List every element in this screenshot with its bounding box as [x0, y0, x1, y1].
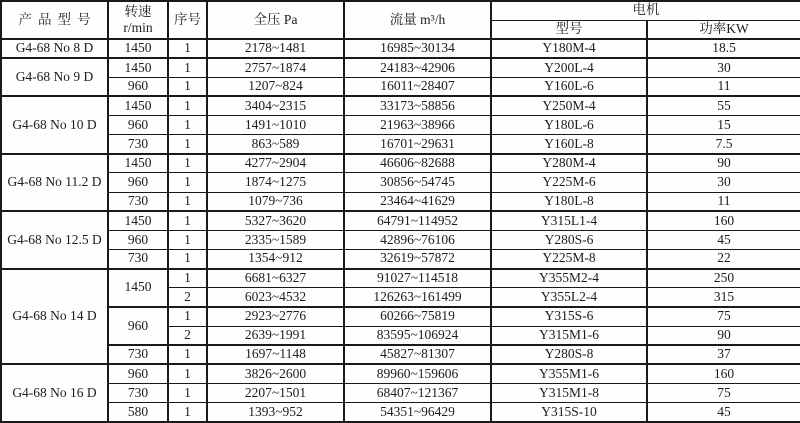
power-cell: 250: [647, 269, 800, 288]
power-cell: 90: [647, 326, 800, 345]
serial-cell: 2: [168, 288, 207, 307]
serial-cell: 1: [168, 96, 207, 115]
flow-cell: 24183~42906: [344, 58, 491, 77]
pressure-cell: 4277~2904: [207, 154, 344, 173]
header-speed-unit: r/min: [123, 20, 153, 35]
serial-cell: 1: [168, 135, 207, 154]
power-cell: 15: [647, 116, 800, 135]
header-flow: 流量 m³/h: [344, 1, 491, 39]
pressure-cell: 1874~1275: [207, 173, 344, 192]
pressure-cell: 2207~1501: [207, 384, 344, 403]
power-cell: 45: [647, 230, 800, 249]
power-cell: 75: [647, 384, 800, 403]
motor-model-cell: Y280S-8: [491, 345, 647, 364]
power-cell: 30: [647, 173, 800, 192]
power-cell: 45: [647, 403, 800, 422]
flow-cell: 23464~41629: [344, 192, 491, 211]
power-cell: 22: [647, 250, 800, 269]
serial-cell: 1: [168, 173, 207, 192]
table-row: [1, 211, 800, 230]
speed-cell: 730: [108, 192, 168, 211]
header-speed-label: 转速: [124, 4, 152, 20]
flow-cell: 60266~75819: [344, 307, 491, 326]
flow-cell: 45827~81307: [344, 345, 491, 364]
header-motor-power: 功率KW: [647, 20, 800, 39]
motor-model-cell: Y250M-4: [491, 96, 647, 115]
motor-model-cell: Y225M-6: [491, 173, 647, 192]
motor-model-cell: Y280S-6: [491, 230, 647, 249]
flow-cell: 33173~58856: [344, 96, 491, 115]
motor-model-cell: Y160L-8: [491, 135, 647, 154]
motor-model-cell: Y315M1-8: [491, 384, 647, 403]
serial-cell: 1: [168, 384, 207, 403]
flow-cell: 46606~82688: [344, 154, 491, 173]
product-model-cell: G4-68 No 9 D: [1, 58, 108, 96]
speed-cell: 730: [108, 250, 168, 269]
speed-cell: 960: [108, 77, 168, 96]
table-row: [1, 96, 800, 115]
motor-model-cell: Y160L-6: [491, 77, 647, 96]
serial-cell: 1: [168, 345, 207, 364]
serial-cell: 1: [168, 154, 207, 173]
pressure-cell: 1079~736: [207, 192, 344, 211]
power-cell: 11: [647, 192, 800, 211]
flow-cell: 64791~114952: [344, 211, 491, 230]
speed-cell: 730: [108, 384, 168, 403]
speed-cell: 1450: [108, 39, 168, 58]
motor-model-cell: Y225M-8: [491, 250, 647, 269]
flow-cell: 68407~121367: [344, 384, 491, 403]
speed-cell: 1450: [108, 269, 168, 307]
speed-cell: 1450: [108, 96, 168, 115]
product-model-cell: G4-68 No 8 D: [1, 39, 108, 58]
table-row: [1, 173, 800, 192]
serial-cell: 1: [168, 77, 207, 96]
speed-cell: 960: [108, 364, 168, 383]
speed-cell: 580: [108, 403, 168, 422]
product-model-cell: G4-68 No 16 D: [1, 364, 108, 422]
power-cell: 160: [647, 364, 800, 383]
motor-model-cell: Y315M1-6: [491, 326, 647, 345]
flow-cell: 54351~96429: [344, 403, 491, 422]
header-product-model: 产品型号: [1, 1, 108, 39]
pressure-cell: 2639~1991: [207, 326, 344, 345]
pressure-cell: 1697~1148: [207, 345, 344, 364]
table-row: [1, 58, 800, 77]
serial-cell: 1: [168, 403, 207, 422]
serial-cell: 1: [168, 230, 207, 249]
pressure-cell: 6681~6327: [207, 269, 344, 288]
flow-cell: 21963~38966: [344, 116, 491, 135]
serial-cell: 1: [168, 39, 207, 58]
table-row: [1, 135, 800, 154]
serial-cell: 1: [168, 58, 207, 77]
table-row: [1, 192, 800, 211]
serial-cell: 1: [168, 269, 207, 288]
serial-cell: 2: [168, 326, 207, 345]
product-model-cell: G4-68 No 12.5 D: [1, 211, 108, 268]
speed-cell: 960: [108, 116, 168, 135]
speed-cell: 730: [108, 345, 168, 364]
speed-cell: 960: [108, 230, 168, 249]
motor-model-cell: Y180L-8: [491, 192, 647, 211]
motor-model-cell: Y315S-10: [491, 403, 647, 422]
pressure-cell: 2757~1874: [207, 58, 344, 77]
table-row: [1, 77, 800, 96]
product-model-cell: G4-68 No 11.2 D: [1, 154, 108, 211]
flow-cell: 16011~28407: [344, 77, 491, 96]
power-cell: 160: [647, 211, 800, 230]
flow-cell: 83595~106924: [344, 326, 491, 345]
flow-cell: 126263~161499: [344, 288, 491, 307]
pressure-cell: 1207~824: [207, 77, 344, 96]
pressure-cell: 2335~1589: [207, 230, 344, 249]
speed-cell: 1450: [108, 211, 168, 230]
flow-cell: 91027~114518: [344, 269, 491, 288]
motor-model-cell: Y180M-4: [491, 39, 647, 58]
header-motor-model: 型号: [491, 20, 647, 39]
serial-cell: 1: [168, 192, 207, 211]
flow-cell: 89960~159606: [344, 364, 491, 383]
serial-cell: 1: [168, 250, 207, 269]
pressure-cell: 1354~912: [207, 250, 344, 269]
product-model-cell: G4-68 No 10 D: [1, 96, 108, 153]
power-cell: 30: [647, 58, 800, 77]
speed-cell: 1450: [108, 154, 168, 173]
table-row: [1, 230, 800, 249]
pressure-cell: 2178~1481: [207, 39, 344, 58]
motor-model-cell: Y280M-4: [491, 154, 647, 173]
flow-cell: 16985~30134: [344, 39, 491, 58]
table-row: [1, 345, 800, 364]
serial-cell: 1: [168, 307, 207, 326]
pressure-cell: 2923~2776: [207, 307, 344, 326]
product-model-cell: G4-68 No 14 D: [1, 269, 108, 365]
serial-cell: 1: [168, 364, 207, 383]
header-serial: 序号: [168, 1, 207, 39]
motor-model-cell: Y200L-4: [491, 58, 647, 77]
pressure-cell: 1393~952: [207, 403, 344, 422]
motor-model-cell: Y355M2-4: [491, 269, 647, 288]
table-row: [1, 307, 800, 326]
power-cell: 18.5: [647, 39, 800, 58]
speed-cell: 960: [108, 173, 168, 192]
table-row: [1, 39, 800, 58]
pressure-cell: 6023~4532: [207, 288, 344, 307]
table-row: [1, 116, 800, 135]
power-cell: 7.5: [647, 135, 800, 154]
table-row: [1, 250, 800, 269]
table-row: [1, 364, 800, 383]
speed-cell: 960: [108, 307, 168, 345]
motor-model-cell: Y355L2-4: [491, 288, 647, 307]
motor-model-cell: Y315S-6: [491, 307, 647, 326]
power-cell: 55: [647, 96, 800, 115]
flow-cell: 30856~54745: [344, 173, 491, 192]
pressure-cell: 3826~2600: [207, 364, 344, 383]
flow-cell: 42896~76106: [344, 230, 491, 249]
power-cell: 315: [647, 288, 800, 307]
pressure-cell: 3404~2315: [207, 96, 344, 115]
table-row: [1, 384, 800, 403]
header-speed: [108, 1, 168, 39]
pressure-cell: 1491~1010: [207, 116, 344, 135]
pressure-cell: 5327~3620: [207, 211, 344, 230]
motor-model-cell: Y355M1-6: [491, 364, 647, 383]
power-cell: 75: [647, 307, 800, 326]
serial-cell: 1: [168, 116, 207, 135]
power-cell: 37: [647, 345, 800, 364]
table-row: [1, 154, 800, 173]
pressure-cell: 863~589: [207, 135, 344, 154]
power-cell: 11: [647, 77, 800, 96]
motor-model-cell: Y315L1-4: [491, 211, 647, 230]
speed-cell: 1450: [108, 58, 168, 77]
motor-model-cell: Y180L-6: [491, 116, 647, 135]
flow-cell: 16701~29631: [344, 135, 491, 154]
power-cell: 90: [647, 154, 800, 173]
serial-cell: 1: [168, 211, 207, 230]
table-row: [1, 269, 800, 288]
speed-cell: 730: [108, 135, 168, 154]
flow-cell: 32619~57872: [344, 250, 491, 269]
header-pressure: 全压 Pa: [207, 1, 344, 39]
header-row-1: [1, 1, 800, 20]
table-row: [1, 403, 800, 422]
header-motor: 电机: [491, 1, 800, 20]
